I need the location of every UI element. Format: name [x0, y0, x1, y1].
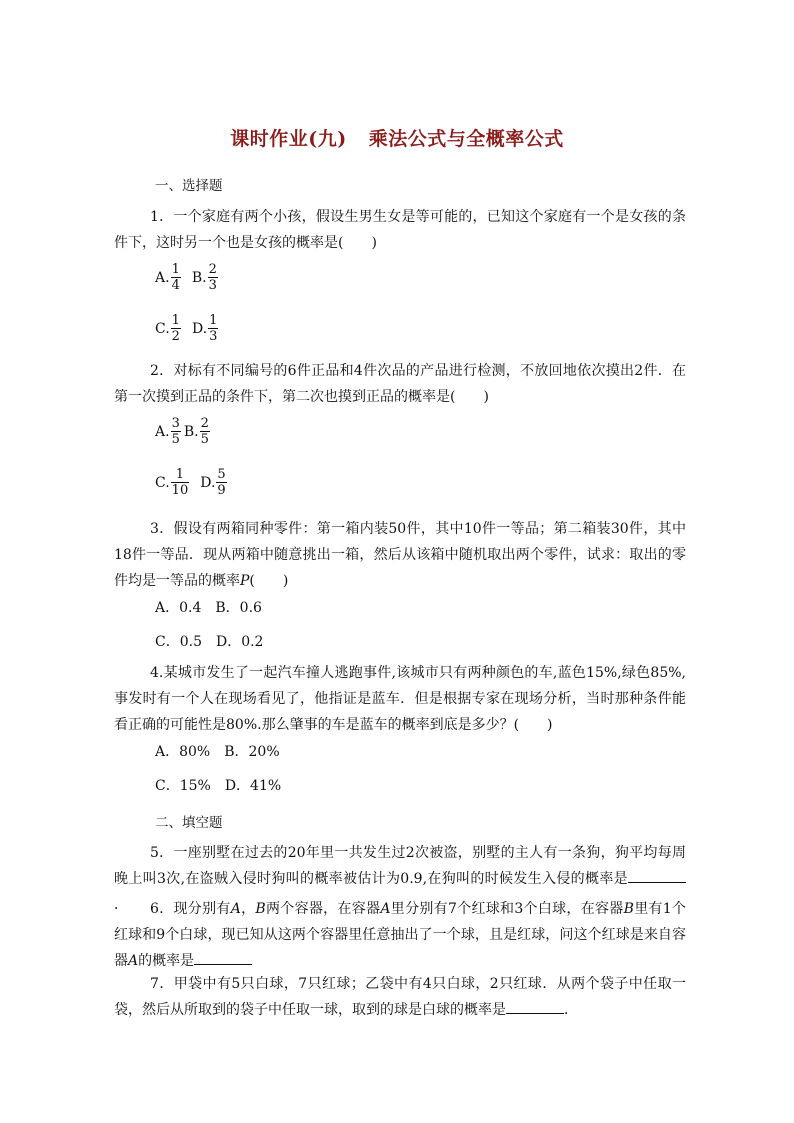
question-1: 1．一个家庭有两个小孩，假设生男生女是等可能的，已知这个家庭有一个是女孩的条件下，这时另一个也是女孩的概率是( )	[114, 209, 686, 251]
q2-option-a-fraction: $\frac{3}{5}$	[171, 416, 180, 447]
q1-options-row1	[155, 262, 221, 293]
q1-options-row2	[155, 313, 221, 344]
q4-options-row1: A．80% B．20%	[155, 744, 280, 760]
q3-options-row2: C．0.5 D．0.2	[155, 634, 264, 650]
q1-option-c-label: C.	[155, 320, 170, 337]
q2-option-b-label: B.	[183, 423, 199, 440]
q2-option-d-fraction: $\frac{5}{9}$	[217, 467, 226, 498]
q6-answer-blank[interactable]	[194, 950, 252, 965]
q1-option-c-fraction: $\frac{1}{2}$	[171, 313, 180, 344]
q2-option-b-fraction: $\frac{2}{5}$	[200, 416, 209, 447]
q2-options-row2	[155, 467, 230, 498]
title-left: 课时作业(九)	[230, 128, 347, 150]
q4-options-row2: C．15% D．41%	[155, 778, 282, 794]
question-5: 5．一座别墅在过去的20年里一共发生过2次被盗，别墅的主人有一条狗，狗平均每周晚上叫3次,在盗贼入侵时狗叫的概率被估计为0.9,在狗叫的时候发生入侵的概率是．	[114, 845, 686, 913]
question-4: 4.某城市发生了一起汽车撞人逃跑事件,该城市只有两种颜色的车,蓝色15%,绿色85%,事发时有一个人在现场看见了，他指证是蓝车．但是根据专家在现场分析，当时那种条件能看正确的可能性是80%.那么肇事的车是蓝车的概率到底是多少？( )	[114, 665, 686, 733]
q2-option-a-label: A.	[155, 423, 170, 440]
question-2: 2．对标有不同编号的6件正品和4件次品的产品进行检测，不放回地依次摸出2件．在第一次摸到正品的条件下，第二次也摸到正品的概率是( )	[114, 363, 686, 405]
title-right: 乘法公式与全概率公式	[368, 128, 564, 150]
q2-options-row1	[155, 416, 213, 447]
page-title	[0, 124, 794, 151]
question-3: 3．假设有两箱同种零件：第一箱内装50件，其中10件一等品；第二箱装30件，其中18件一等品．现从两箱中随意挑出一箱，然后从该箱中随机取出两个零件，试求：取出的零件均是一等品的概率P( )	[114, 521, 686, 589]
question-7: 7．甲袋中有5只白球，7只红球；乙袋中有4只白球，2只红球．从两个袋子中任取一袋，然后从所取到的袋子中任取一球，取到的球是白球的概率是 ．	[114, 976, 686, 1018]
section-choice-heading: 一、选择题	[155, 178, 223, 194]
q1-option-a-fraction: $\frac{1}{4}$	[171, 262, 180, 293]
q1-option-a-label: A.	[155, 269, 170, 286]
q2-option-c-fraction: $\frac{1}{10}$	[171, 467, 189, 498]
question-6: 6．现分别有A，B两个容器，在容器A里分别有7个红球和3个白球，在容器B里有1个红球和9个白球，现已知从这两个容器里任意抽出了一个球，且是红球，问这个红球是来自容器A的概率是	[114, 901, 686, 969]
q5-answer-blank[interactable]	[628, 868, 686, 883]
q1-option-b-fraction: $\frac{2}{3}$	[208, 262, 217, 293]
section-fill-heading: 二、填空题	[155, 815, 223, 831]
q3-variable-p: P	[240, 573, 250, 589]
q1-option-d-fraction: $\frac{1}{3}$	[209, 313, 218, 344]
q3-options-row1: A．0.4 B．0.6	[155, 600, 262, 616]
q2-option-c-label: C.	[155, 474, 170, 491]
q1-option-b-label: B.	[191, 269, 207, 286]
q7-answer-blank[interactable]	[506, 999, 564, 1014]
q1-option-d-label: D.	[191, 320, 208, 337]
q2-option-d-label: D.	[200, 474, 216, 491]
